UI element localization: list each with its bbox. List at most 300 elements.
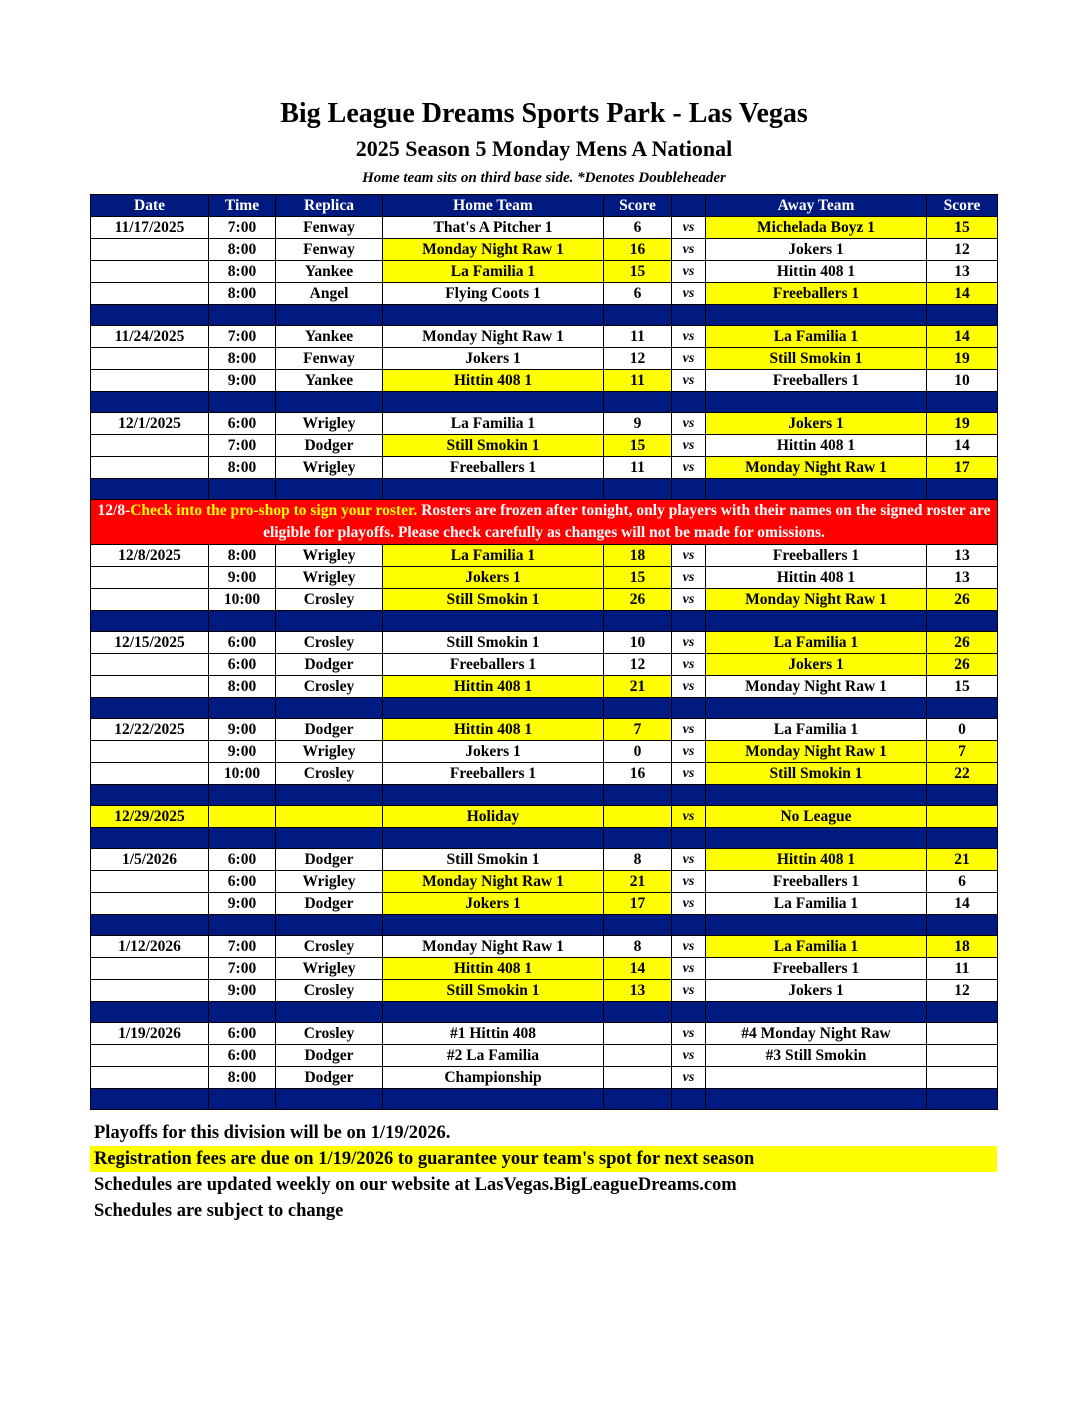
home-score: 7 <box>604 719 672 741</box>
separator-cell <box>209 392 276 413</box>
away-team: Hittin 408 1 <box>706 849 927 871</box>
home-score: 6 <box>604 283 672 305</box>
game-date: 11/17/2025 <box>91 217 209 239</box>
separator-row <box>91 611 998 632</box>
game-replica: Dodger <box>276 849 383 871</box>
separator-row <box>91 392 998 413</box>
separator-cell <box>604 479 672 500</box>
vs-label: vs <box>672 763 706 785</box>
vs-label: vs <box>672 348 706 370</box>
home-score: 26 <box>604 589 672 611</box>
separator-cell <box>383 611 604 632</box>
game-row <box>91 545 998 567</box>
home-score: 0 <box>604 741 672 763</box>
away-team: Hittin 408 1 <box>706 261 927 283</box>
separator-cell <box>209 915 276 936</box>
separator-cell <box>672 479 706 500</box>
separator-cell <box>276 698 383 719</box>
game-time: 9:00 <box>209 741 276 763</box>
game-date <box>91 457 209 479</box>
game-time: 8:00 <box>209 676 276 698</box>
col-header-away-score: Score <box>927 195 998 217</box>
home-score: 11 <box>604 326 672 348</box>
vs-label: vs <box>672 261 706 283</box>
game-date <box>91 958 209 980</box>
home-team: Monday Night Raw 1 <box>383 239 604 261</box>
notice-date: 12/8- <box>97 502 131 519</box>
separator-cell <box>927 915 998 936</box>
game-row <box>91 239 998 261</box>
separator-cell <box>672 785 706 806</box>
away-score: 13 <box>927 261 998 283</box>
away-team <box>706 1067 927 1089</box>
separator-cell <box>672 611 706 632</box>
separator-cell <box>209 828 276 849</box>
away-team: La Familia 1 <box>706 632 927 654</box>
away-score: 14 <box>927 893 998 915</box>
col-header-time: Time <box>209 195 276 217</box>
game-time: 9:00 <box>209 893 276 915</box>
away-team: Monday Night Raw 1 <box>706 741 927 763</box>
away-team: #4 Monday Night Raw <box>706 1023 927 1045</box>
game-date <box>91 741 209 763</box>
game-row <box>91 871 998 893</box>
home-team: Jokers 1 <box>383 348 604 370</box>
away-score: 0 <box>927 719 998 741</box>
game-date <box>91 1067 209 1089</box>
away-team: La Familia 1 <box>706 893 927 915</box>
separator-cell <box>604 1089 672 1110</box>
vs-label: vs <box>672 936 706 958</box>
game-row <box>91 741 998 763</box>
separator-cell <box>383 828 604 849</box>
home-score: 12 <box>604 654 672 676</box>
home-score: 16 <box>604 763 672 785</box>
game-time: 7:00 <box>209 435 276 457</box>
separator-cell <box>209 1089 276 1110</box>
game-replica: Yankee <box>276 261 383 283</box>
col-header-date: Date <box>91 195 209 217</box>
separator-cell <box>604 828 672 849</box>
home-team: Still Smokin 1 <box>383 632 604 654</box>
away-team: Still Smokin 1 <box>706 348 927 370</box>
game-time: 8:00 <box>209 545 276 567</box>
home-team: Jokers 1 <box>383 567 604 589</box>
game-date: 1/12/2026 <box>91 936 209 958</box>
away-score <box>927 1023 998 1045</box>
separator-cell <box>276 305 383 326</box>
vs-label: vs <box>672 589 706 611</box>
game-replica: Wrigley <box>276 457 383 479</box>
separator-cell <box>672 828 706 849</box>
game-replica: Wrigley <box>276 545 383 567</box>
game-replica: Angel <box>276 283 383 305</box>
game-row <box>91 217 998 239</box>
game-time: 10:00 <box>209 763 276 785</box>
home-team: Holiday <box>383 806 604 828</box>
separator-cell <box>706 1089 927 1110</box>
game-row <box>91 719 998 741</box>
separator-cell <box>604 785 672 806</box>
game-date: 11/24/2025 <box>91 326 209 348</box>
home-team: La Familia 1 <box>383 545 604 567</box>
home-score: 15 <box>604 567 672 589</box>
game-row <box>91 1067 998 1089</box>
separator-row <box>91 479 998 500</box>
game-time: 6:00 <box>209 849 276 871</box>
game-replica: Crosley <box>276 763 383 785</box>
game-row <box>91 589 998 611</box>
game-time: 8:00 <box>209 1067 276 1089</box>
away-score <box>927 1045 998 1067</box>
away-team: Monday Night Raw 1 <box>706 676 927 698</box>
website-note: Schedules are updated weekly on our website at LasVegas.BigLeagueDreams.com <box>94 1175 737 1195</box>
away-team: La Familia 1 <box>706 326 927 348</box>
separator-cell <box>672 392 706 413</box>
separator-cell <box>672 698 706 719</box>
separator-cell <box>91 785 209 806</box>
home-team: Championship <box>383 1067 604 1089</box>
away-team: Jokers 1 <box>706 654 927 676</box>
registration-note: Registration fees are due on 1/19/2026 to guarantee your team's spot for next season <box>90 1146 997 1172</box>
vs-label: vs <box>672 217 706 239</box>
separator-row <box>91 828 998 849</box>
roster-notice-row <box>91 500 998 545</box>
separator-cell <box>604 1002 672 1023</box>
roster-notice <box>91 500 998 545</box>
separator-cell <box>604 305 672 326</box>
separator-cell <box>706 915 927 936</box>
game-time: 8:00 <box>209 239 276 261</box>
game-time <box>209 806 276 828</box>
game-replica: Dodger <box>276 1067 383 1089</box>
home-team: Flying Coots 1 <box>383 283 604 305</box>
away-score: 26 <box>927 589 998 611</box>
home-score: 21 <box>604 676 672 698</box>
game-date: 12/15/2025 <box>91 632 209 654</box>
separator-cell <box>91 698 209 719</box>
game-replica: Crosley <box>276 936 383 958</box>
away-score: 12 <box>927 980 998 1002</box>
home-score: 16 <box>604 239 672 261</box>
separator-cell <box>91 305 209 326</box>
home-team: Still Smokin 1 <box>383 589 604 611</box>
away-team: La Familia 1 <box>706 719 927 741</box>
home-team: Freeballers 1 <box>383 457 604 479</box>
away-score: 14 <box>927 435 998 457</box>
game-time: 8:00 <box>209 348 276 370</box>
game-replica: Dodger <box>276 435 383 457</box>
game-replica <box>276 806 383 828</box>
game-replica: Wrigley <box>276 871 383 893</box>
game-date <box>91 261 209 283</box>
separator-cell <box>706 1002 927 1023</box>
separator-row <box>91 1002 998 1023</box>
vs-label: vs <box>672 283 706 305</box>
separator-cell <box>209 479 276 500</box>
home-score: 17 <box>604 893 672 915</box>
separator-row <box>91 915 998 936</box>
separator-cell <box>383 1002 604 1023</box>
game-date: 12/8/2025 <box>91 545 209 567</box>
home-score: 13 <box>604 980 672 1002</box>
separator-cell <box>91 915 209 936</box>
separator-cell <box>209 1002 276 1023</box>
game-time: 7:00 <box>209 217 276 239</box>
notice-highlight: Check into the pro-shop to sign your roster. <box>130 502 418 519</box>
vs-label: vs <box>672 654 706 676</box>
home-score: 18 <box>604 545 672 567</box>
separator-cell <box>604 611 672 632</box>
game-date <box>91 435 209 457</box>
home-score: 21 <box>604 871 672 893</box>
separator-cell <box>927 1002 998 1023</box>
away-team: No League <box>706 806 927 828</box>
separator-cell <box>276 479 383 500</box>
separator-cell <box>383 698 604 719</box>
game-row <box>91 348 998 370</box>
separator-cell <box>383 305 604 326</box>
vs-label: vs <box>672 457 706 479</box>
away-score: 19 <box>927 348 998 370</box>
away-team: Jokers 1 <box>706 980 927 1002</box>
game-date: 1/19/2026 <box>91 1023 209 1045</box>
vs-label: vs <box>672 719 706 741</box>
vs-label: vs <box>672 632 706 654</box>
separator-cell <box>91 1089 209 1110</box>
game-time: 9:00 <box>209 719 276 741</box>
away-team: Freeballers 1 <box>706 370 927 392</box>
playoffs-note: Playoffs for this division will be on 1/19/2026. <box>94 1123 451 1143</box>
vs-label: vs <box>672 893 706 915</box>
col-header-away-team: Away Team <box>706 195 927 217</box>
home-score: 8 <box>604 936 672 958</box>
home-score: 15 <box>604 261 672 283</box>
home-score <box>604 1067 672 1089</box>
game-replica: Yankee <box>276 326 383 348</box>
away-team: Freeballers 1 <box>706 283 927 305</box>
vs-label: vs <box>672 239 706 261</box>
vs-label: vs <box>672 849 706 871</box>
separator-cell <box>276 611 383 632</box>
separator-row <box>91 785 998 806</box>
away-team: Still Smokin 1 <box>706 763 927 785</box>
vs-label: vs <box>672 326 706 348</box>
separator-cell <box>276 1089 383 1110</box>
separator-cell <box>672 305 706 326</box>
game-row <box>91 676 998 698</box>
game-date <box>91 763 209 785</box>
home-score <box>604 1023 672 1045</box>
home-team: #2 La Familia <box>383 1045 604 1067</box>
separator-cell <box>706 828 927 849</box>
away-team: La Familia 1 <box>706 936 927 958</box>
separator-cell <box>276 828 383 849</box>
game-row <box>91 936 998 958</box>
separator-cell <box>672 915 706 936</box>
home-score: 6 <box>604 217 672 239</box>
game-row <box>91 370 998 392</box>
game-time: 6:00 <box>209 413 276 435</box>
away-score: 21 <box>927 849 998 871</box>
away-score <box>927 806 998 828</box>
home-team: Freeballers 1 <box>383 654 604 676</box>
separator-cell <box>91 392 209 413</box>
home-team: Hittin 408 1 <box>383 370 604 392</box>
away-score: 17 <box>927 457 998 479</box>
separator-cell <box>91 828 209 849</box>
separator-cell <box>927 1089 998 1110</box>
away-team: Jokers 1 <box>706 239 927 261</box>
home-score: 15 <box>604 435 672 457</box>
home-score: 11 <box>604 457 672 479</box>
away-team: Hittin 408 1 <box>706 435 927 457</box>
home-team: Hittin 408 1 <box>383 958 604 980</box>
game-time: 8:00 <box>209 283 276 305</box>
away-team: Freeballers 1 <box>706 545 927 567</box>
home-team-note: Home team sits on third base side. *Denotes Doubleheader <box>362 170 726 186</box>
game-time: 6:00 <box>209 1023 276 1045</box>
separator-cell <box>91 1002 209 1023</box>
home-team: Freeballers 1 <box>383 763 604 785</box>
game-time: 9:00 <box>209 370 276 392</box>
page-title: Big League Dreams Sports Park - Las Vegas <box>280 98 808 129</box>
game-date <box>91 348 209 370</box>
separator-cell <box>383 1089 604 1110</box>
page-subtitle: 2025 Season 5 Monday Mens A National <box>355 136 733 161</box>
game-time: 7:00 <box>209 936 276 958</box>
game-replica: Wrigley <box>276 958 383 980</box>
game-replica: Dodger <box>276 719 383 741</box>
separator-cell <box>706 611 927 632</box>
game-time: 9:00 <box>209 980 276 1002</box>
home-score: 9 <box>604 413 672 435</box>
vs-label: vs <box>672 545 706 567</box>
separator-cell <box>927 392 998 413</box>
away-score: 19 <box>927 413 998 435</box>
home-team: La Familia 1 <box>383 261 604 283</box>
game-replica: Crosley <box>276 632 383 654</box>
separator-row <box>91 698 998 719</box>
separator-cell <box>927 611 998 632</box>
home-score: 8 <box>604 849 672 871</box>
vs-label: vs <box>672 871 706 893</box>
away-team: Freeballers 1 <box>706 871 927 893</box>
separator-cell <box>706 392 927 413</box>
away-team: Jokers 1 <box>706 413 927 435</box>
game-row <box>91 1045 998 1067</box>
home-score: 11 <box>604 370 672 392</box>
game-time: 10:00 <box>209 589 276 611</box>
separator-cell <box>276 915 383 936</box>
separator-cell <box>209 785 276 806</box>
separator-cell <box>927 785 998 806</box>
game-replica: Fenway <box>276 239 383 261</box>
game-replica: Wrigley <box>276 741 383 763</box>
game-row <box>91 980 998 1002</box>
separator-cell <box>383 392 604 413</box>
game-date <box>91 654 209 676</box>
home-score <box>604 806 672 828</box>
away-team: #3 Still Smokin <box>706 1045 927 1067</box>
away-score <box>927 1067 998 1089</box>
away-score: 11 <box>927 958 998 980</box>
game-row <box>91 261 998 283</box>
home-team: Monday Night Raw 1 <box>383 871 604 893</box>
game-date <box>91 871 209 893</box>
away-team: Monday Night Raw 1 <box>706 457 927 479</box>
separator-cell <box>927 305 998 326</box>
game-date <box>91 980 209 1002</box>
col-header-home-team: Home Team <box>383 195 604 217</box>
game-row <box>91 632 998 654</box>
separator-cell <box>706 698 927 719</box>
notice-text: Rosters are frozen after tonight, only players with their names on the signed roster are eligible for playoffs. Please check carefully as changes will not be made for omissions. <box>263 502 991 541</box>
away-score: 14 <box>927 283 998 305</box>
schedule-table <box>90 194 998 1110</box>
vs-label: vs <box>672 567 706 589</box>
game-time: 6:00 <box>209 654 276 676</box>
game-row <box>91 283 998 305</box>
separator-cell <box>604 698 672 719</box>
game-time: 6:00 <box>209 632 276 654</box>
separator-cell <box>672 1002 706 1023</box>
game-replica: Fenway <box>276 217 383 239</box>
game-date <box>91 1045 209 1067</box>
away-score: 12 <box>927 239 998 261</box>
game-replica: Fenway <box>276 348 383 370</box>
game-replica: Dodger <box>276 654 383 676</box>
separator-cell <box>383 479 604 500</box>
separator-cell <box>927 828 998 849</box>
separator-cell <box>383 915 604 936</box>
separator-cell <box>209 305 276 326</box>
game-date: 12/29/2025 <box>91 806 209 828</box>
home-team: La Familia 1 <box>383 413 604 435</box>
game-time: 6:00 <box>209 1045 276 1067</box>
separator-cell <box>276 392 383 413</box>
home-team: Still Smokin 1 <box>383 849 604 871</box>
game-row <box>91 413 998 435</box>
separator-cell <box>604 392 672 413</box>
game-row <box>91 849 998 871</box>
game-time: 8:00 <box>209 457 276 479</box>
away-score: 7 <box>927 741 998 763</box>
col-header-vs <box>672 195 706 217</box>
away-score: 26 <box>927 654 998 676</box>
game-date <box>91 676 209 698</box>
away-score: 14 <box>927 326 998 348</box>
game-replica: Wrigley <box>276 413 383 435</box>
vs-label: vs <box>672 435 706 457</box>
separator-row <box>91 305 998 326</box>
separator-cell <box>91 479 209 500</box>
away-score: 22 <box>927 763 998 785</box>
game-time: 7:00 <box>209 326 276 348</box>
away-score: 18 <box>927 936 998 958</box>
home-team: Hittin 408 1 <box>383 719 604 741</box>
separator-cell <box>706 785 927 806</box>
game-replica: Yankee <box>276 370 383 392</box>
game-date <box>91 283 209 305</box>
separator-cell <box>604 915 672 936</box>
separator-cell <box>91 611 209 632</box>
home-team: Jokers 1 <box>383 893 604 915</box>
game-date <box>91 589 209 611</box>
away-score: 6 <box>927 871 998 893</box>
vs-label: vs <box>672 980 706 1002</box>
game-date <box>91 893 209 915</box>
